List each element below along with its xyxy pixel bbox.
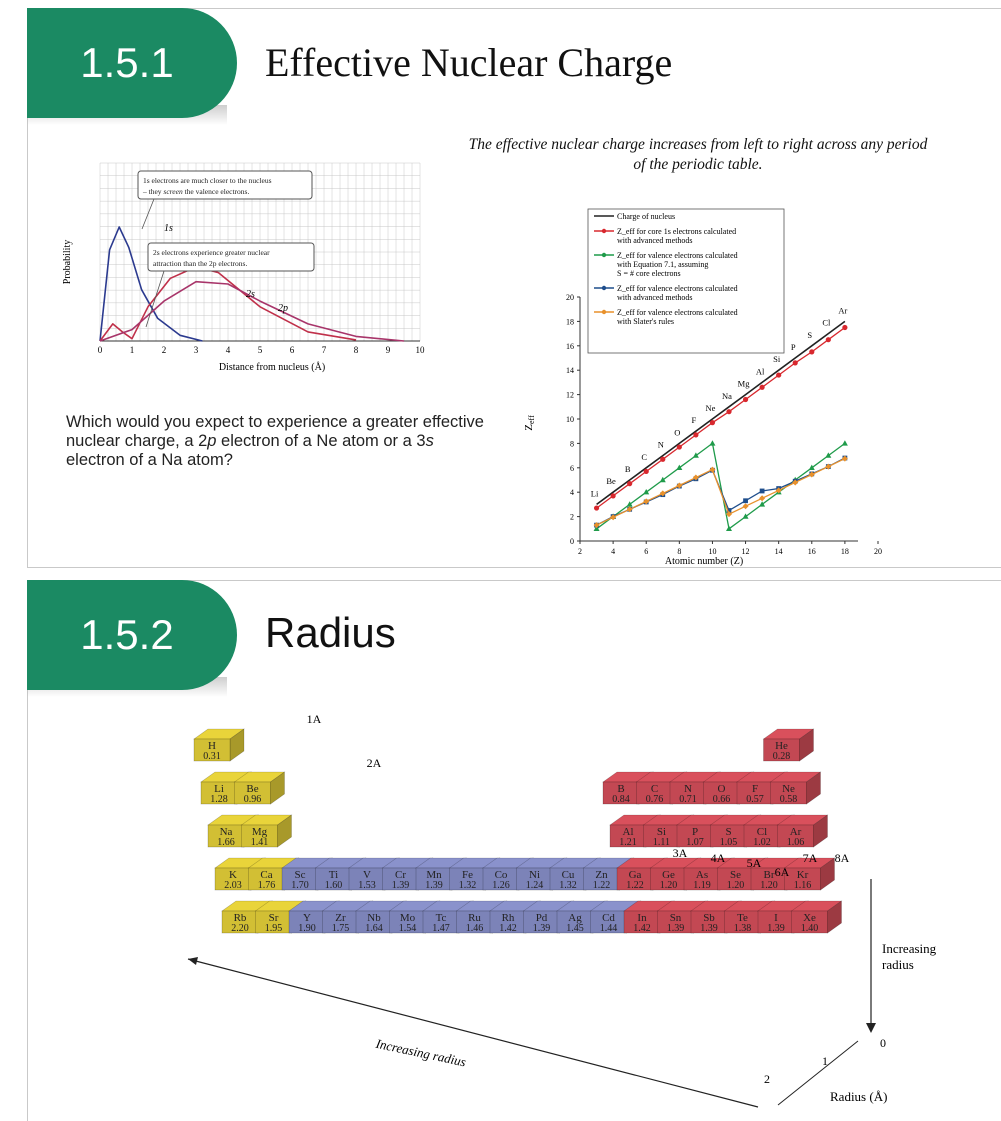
radius-scale-tick: 0 <box>880 1036 886 1050</box>
element-symbol: Ru <box>468 912 481 924</box>
element-radius: 1.41 <box>250 837 269 848</box>
question-text: Which would you expect to experience a greater effective nuclear charge, a 2p electron of a Ne atom or a 3s electron of a Na atom? <box>66 413 484 469</box>
element-symbol: C <box>650 783 659 795</box>
right-axis-label-1: Increasing <box>882 941 937 956</box>
zeff-point <box>743 498 748 503</box>
zeff-point <box>809 349 814 354</box>
element-radius: 1.28 <box>210 794 228 805</box>
element-radius: 1.39 <box>532 923 551 934</box>
element-label: O <box>674 427 681 438</box>
element-radius: 1.05 <box>719 837 738 848</box>
element-symbol: Ge <box>662 869 675 881</box>
element-symbol: Fe <box>462 869 473 881</box>
slide-title: Radius <box>265 609 396 656</box>
element-symbol: Li <box>214 783 224 795</box>
radius-unit-label: Radius (Å) <box>830 1089 888 1104</box>
section-number: 1.5.2 <box>80 611 174 658</box>
element-symbol: Co <box>494 869 508 881</box>
element-label: Ne <box>705 403 716 413</box>
element-symbol: O <box>717 783 726 795</box>
element-label: N <box>657 439 664 450</box>
x-tick-label: 0 <box>97 345 103 355</box>
element-label: Na <box>722 390 732 401</box>
left-axis-label: Increasing radius <box>374 1035 468 1070</box>
element-radius: 1.45 <box>566 923 584 934</box>
zeff-point <box>644 469 649 474</box>
zeff-point <box>611 493 616 498</box>
zeff-point <box>826 337 831 342</box>
element-symbol: Cu <box>561 869 575 881</box>
element-label: F <box>691 415 697 426</box>
element-symbol: Pd <box>535 912 548 924</box>
zeff-point <box>842 440 848 445</box>
radial-probability-chart <box>56 157 436 377</box>
legend-text: Charge of nucleus <box>617 212 676 221</box>
zeff-point <box>825 452 831 457</box>
zeff-xlabel: Atomic number (Z) <box>664 556 744 567</box>
element-radius: 1.60 <box>324 880 343 891</box>
zeff-caption: The effective nuclear charge increases from left to right across any period of the periodic table. <box>468 136 928 173</box>
element-radius: 2.03 <box>224 880 242 891</box>
legend-text: with advanced methods <box>617 293 693 302</box>
zeff-point <box>759 501 765 506</box>
element-symbol: Ti <box>328 869 339 881</box>
element-radius: 0.66 <box>712 794 731 805</box>
element-radius: 1.42 <box>633 923 651 934</box>
element-symbol: Sn <box>669 912 682 924</box>
element-radius: 1.53 <box>358 880 376 891</box>
zeff-chart <box>516 197 882 567</box>
element-symbol: Cd <box>602 912 615 924</box>
x-tick-label: 7 <box>321 345 327 355</box>
element-symbol: S <box>725 826 732 838</box>
zeff-point <box>793 360 798 365</box>
element-symbol: Si <box>656 826 667 838</box>
element-symbol: Cl <box>756 826 768 838</box>
zeff-point <box>842 325 847 330</box>
element-radius: 0.96 <box>243 794 262 805</box>
callout-1s-line1: 1s electrons are much closer to the nucleus <box>143 176 272 185</box>
element-label: C <box>641 451 648 462</box>
element-radius: 1.70 <box>291 880 309 891</box>
element-radius: 1.39 <box>391 880 410 891</box>
x-tick-label: 12 <box>741 547 750 556</box>
legend-marker <box>602 229 606 233</box>
zeff-point <box>709 440 715 445</box>
group-label: 1A <box>306 712 322 726</box>
element-radius: 1.39 <box>700 923 718 934</box>
zeff-point <box>726 526 732 531</box>
element-radius: 1.22 <box>626 880 644 891</box>
zeff-point <box>693 452 699 457</box>
x-tick-label: 8 <box>677 547 682 556</box>
legend-text: Z_eff for valence electrons calculated <box>617 251 738 260</box>
element-radius: 1.39 <box>425 880 443 891</box>
y-tick-label: 10 <box>566 415 574 424</box>
x-tick-label: 2 <box>161 345 167 355</box>
legend-text: with advanced methods <box>617 236 693 245</box>
y-tick-label: 8 <box>570 439 574 449</box>
element-symbol: Se <box>730 869 741 881</box>
element-symbol: Y <box>303 912 311 924</box>
element-symbol: N <box>684 783 692 795</box>
element-symbol: Tc <box>435 912 447 924</box>
legend-marker <box>602 310 606 314</box>
group-label: 2A <box>366 756 382 770</box>
y-tick-label: 4 <box>570 488 574 498</box>
element-symbol: Sc <box>294 869 306 881</box>
element-symbol: Nb <box>367 912 381 924</box>
zeff-point <box>660 477 666 482</box>
zeff-point <box>809 465 815 470</box>
zeff-point <box>677 444 682 449</box>
zeff-point <box>776 372 781 377</box>
element-symbol: Sr <box>268 912 279 924</box>
x-tick-label: 20 <box>874 547 882 556</box>
zeff-point <box>676 465 682 470</box>
y-tick-label: 16 <box>566 341 574 351</box>
element-symbol: Mg <box>251 826 268 838</box>
element-radius: 1.44 <box>599 923 618 934</box>
element-radius: 1.39 <box>767 923 785 934</box>
element-label: Be <box>606 476 616 487</box>
element-radius: 0.84 <box>612 794 630 805</box>
zeff-series-line <box>597 328 845 509</box>
element-label: Ar <box>838 305 848 316</box>
element-radius: 1.20 <box>726 880 745 891</box>
element-symbol: Ne <box>782 783 795 795</box>
element-radius: 1.16 <box>793 880 812 891</box>
atomic-radii-chart <box>138 709 998 1121</box>
radial-ylabel: Probability <box>62 239 73 285</box>
zeff-point <box>760 385 765 390</box>
element-label: Mg <box>737 378 750 389</box>
element-block-He <box>764 729 814 762</box>
element-radius: 1.11 <box>652 837 671 848</box>
group-label: 4A <box>710 851 726 865</box>
element-radius: 1.07 <box>686 837 704 848</box>
callout-1s-line2: – they screen the valence electrons. <box>143 187 250 196</box>
element-symbol: Ni <box>529 869 540 881</box>
element-radius: 0.28 <box>772 751 791 762</box>
element-symbol: P <box>691 826 699 838</box>
y-tick-label: 6 <box>570 463 574 473</box>
element-symbol: H <box>208 740 216 752</box>
element-symbol: Mo <box>399 912 416 924</box>
element-radius: 0.31 <box>203 751 221 762</box>
section-banner <box>27 8 237 118</box>
element-symbol: B <box>617 783 625 795</box>
element-symbol: Rh <box>501 912 515 924</box>
slide-radius <box>27 580 1001 1121</box>
zeff-series-drop <box>712 470 729 515</box>
element-radius: 1.47 <box>432 923 450 934</box>
element-radius: 1.64 <box>365 923 383 934</box>
zeff-point <box>710 420 715 425</box>
x-tick-label: 10 <box>708 547 717 556</box>
zeff-ylabel: Zeff <box>523 415 536 431</box>
element-label: S <box>807 329 813 340</box>
element-radius: 1.38 <box>733 923 752 934</box>
left-radius-axis <box>188 959 758 1107</box>
x-tick-label: 10 <box>415 345 425 355</box>
zeff-point <box>627 501 633 506</box>
element-radius: 1.32 <box>559 880 577 891</box>
group-label: 5A <box>746 856 762 870</box>
y-tick-label: 0 <box>570 537 574 546</box>
element-radius: 1.19 <box>693 880 711 891</box>
right-axis-label-2: radius <box>882 957 914 972</box>
element-radius: 1.75 <box>331 923 350 934</box>
element-block-Ne <box>771 772 821 805</box>
group-label: 8A <box>834 851 850 865</box>
x-tick-label: 6 <box>644 547 649 556</box>
slide-title: Effective Nuclear Charge <box>265 40 673 85</box>
element-radius: 1.02 <box>753 837 771 848</box>
zeff-point <box>743 503 749 509</box>
x-tick-label: 8 <box>353 345 359 355</box>
element-label: Cl <box>822 317 831 328</box>
element-radius: 1.32 <box>458 880 477 891</box>
element-radius: 0.71 <box>679 794 697 805</box>
element-symbol: Cr <box>395 869 406 881</box>
section-number: 1.5.1 <box>80 39 174 86</box>
x-tick-label: 4 <box>611 547 616 556</box>
element-symbol: Rb <box>233 912 247 924</box>
zeff-point <box>627 481 632 486</box>
zeff-point <box>743 397 748 402</box>
legend-text: with Equation 7.1, assuming <box>617 260 709 269</box>
callout-2s-line2: attraction than the 2p electrons. <box>153 259 248 268</box>
x-tick-label: 3 <box>193 345 199 355</box>
element-symbol: Ag <box>568 912 582 924</box>
curve-label-2s: 2s <box>246 289 255 300</box>
x-tick-label: 16 <box>807 547 816 556</box>
element-symbol: Al <box>622 826 634 838</box>
element-symbol: V <box>363 869 371 881</box>
legend-text: Z_eff for valence electrons calculated <box>617 308 738 317</box>
element-symbol: He <box>775 740 788 752</box>
left-axis-arrow <box>188 957 198 965</box>
x-tick-label: 4 <box>225 345 231 355</box>
element-symbol: Ca <box>260 869 273 881</box>
curve-label-1s: 1s <box>164 223 173 234</box>
element-symbol: In <box>637 912 647 924</box>
element-block-H <box>194 729 244 762</box>
zeff-point <box>760 489 765 494</box>
zeff-point <box>743 513 749 518</box>
element-label: Li <box>590 488 599 499</box>
element-label: P <box>790 342 796 352</box>
slide-effective-nuclear-charge <box>27 8 1001 568</box>
element-symbol: Be <box>246 783 259 795</box>
element-radius: 1.21 <box>619 837 637 848</box>
element-label: Al <box>755 366 765 377</box>
zeff-point <box>660 457 665 462</box>
right-axis-arrow <box>866 1023 876 1033</box>
element-radius: 2.20 <box>231 923 249 934</box>
y-tick-label: 18 <box>566 317 574 327</box>
element-symbol: I <box>774 912 778 924</box>
element-symbol: Zr <box>335 912 346 924</box>
element-block-Xe <box>792 901 842 934</box>
element-symbol: Sb <box>703 912 715 924</box>
legend-text: with Slater's rules <box>617 317 674 326</box>
element-radius: 1.22 <box>592 880 611 891</box>
element-symbol: Br <box>763 869 775 881</box>
group-label: 7A <box>802 851 818 865</box>
curve-label-2p: 2p <box>278 303 288 314</box>
element-symbol: Kr <box>796 869 809 881</box>
x-tick-label: 1 <box>129 345 135 355</box>
zeff-point <box>643 489 649 494</box>
element-radius: 0.57 <box>746 794 764 805</box>
legend-marker <box>602 253 606 257</box>
element-radius: 1.20 <box>659 880 678 891</box>
element-symbol: Xe <box>803 912 816 924</box>
x-tick-label: 6 <box>289 345 295 355</box>
element-radius: 1.46 <box>465 923 484 934</box>
radius-scale-tick: 2 <box>764 1072 770 1086</box>
element-symbol: Ga <box>628 869 642 881</box>
element-label: B <box>624 464 631 474</box>
element-symbol: Ar <box>789 826 802 838</box>
x-tick-label: 9 <box>385 345 391 355</box>
zeff-point <box>726 409 731 414</box>
element-symbol: Zn <box>595 869 608 881</box>
element-label: Si <box>773 354 781 365</box>
element-radius: 1.39 <box>666 923 685 934</box>
group-label: 3A <box>672 846 688 860</box>
element-radius: 1.20 <box>760 880 778 891</box>
x-tick-label: 5 <box>257 345 263 355</box>
zeff-point <box>594 505 599 510</box>
element-radius: 1.76 <box>257 880 276 891</box>
element-radius: 1.24 <box>525 880 544 891</box>
element-radius: 0.76 <box>645 794 664 805</box>
element-block-Be <box>235 772 285 805</box>
group-label: 6A <box>774 865 790 879</box>
element-symbol: F <box>751 783 759 795</box>
element-symbol: As <box>695 869 709 881</box>
element-symbol: Te <box>737 912 748 924</box>
element-symbol: K <box>229 869 237 881</box>
y-tick-label: 2 <box>570 512 574 522</box>
element-radius: 0.58 <box>779 794 798 805</box>
section-banner <box>27 580 237 690</box>
element-radius: 1.95 <box>264 923 283 934</box>
element-radius: 1.90 <box>298 923 316 934</box>
element-symbol: Mn <box>426 869 442 881</box>
y-tick-label: 20 <box>566 293 574 302</box>
element-radius: 1.26 <box>492 880 510 891</box>
x-tick-label: 18 <box>840 547 849 556</box>
legend-marker <box>602 286 606 290</box>
zeff-series-drop <box>712 443 729 528</box>
element-block-Ar <box>778 815 828 848</box>
legend-text: S = # core electrons <box>617 269 681 278</box>
element-radius: 1.42 <box>499 923 517 934</box>
element-radius: 1.06 <box>786 837 805 848</box>
zeff-point <box>759 495 765 501</box>
legend-text: Z_eff for core 1s electrons calculated <box>617 227 737 236</box>
callout-2s-line1: 2s electrons experience greater nuclear <box>153 248 270 257</box>
element-radius: 1.54 <box>398 923 417 934</box>
element-symbol: Na <box>219 826 233 838</box>
element-radius: 1.66 <box>217 837 235 848</box>
y-tick-label: 14 <box>566 366 574 376</box>
x-tick-label: 2 <box>578 547 582 556</box>
x-tick-label: 14 <box>774 547 783 556</box>
y-tick-label: 12 <box>566 390 574 400</box>
element-block-Mg <box>242 815 292 848</box>
zeff-point <box>693 432 698 437</box>
legend-text: Z_eff for valence electrons calculated <box>617 284 738 293</box>
element-radius: 1.40 <box>800 923 819 934</box>
radial-xlabel: Distance from nucleus (Å) <box>218 362 326 373</box>
radius-scale-tick: 1 <box>822 1054 828 1068</box>
